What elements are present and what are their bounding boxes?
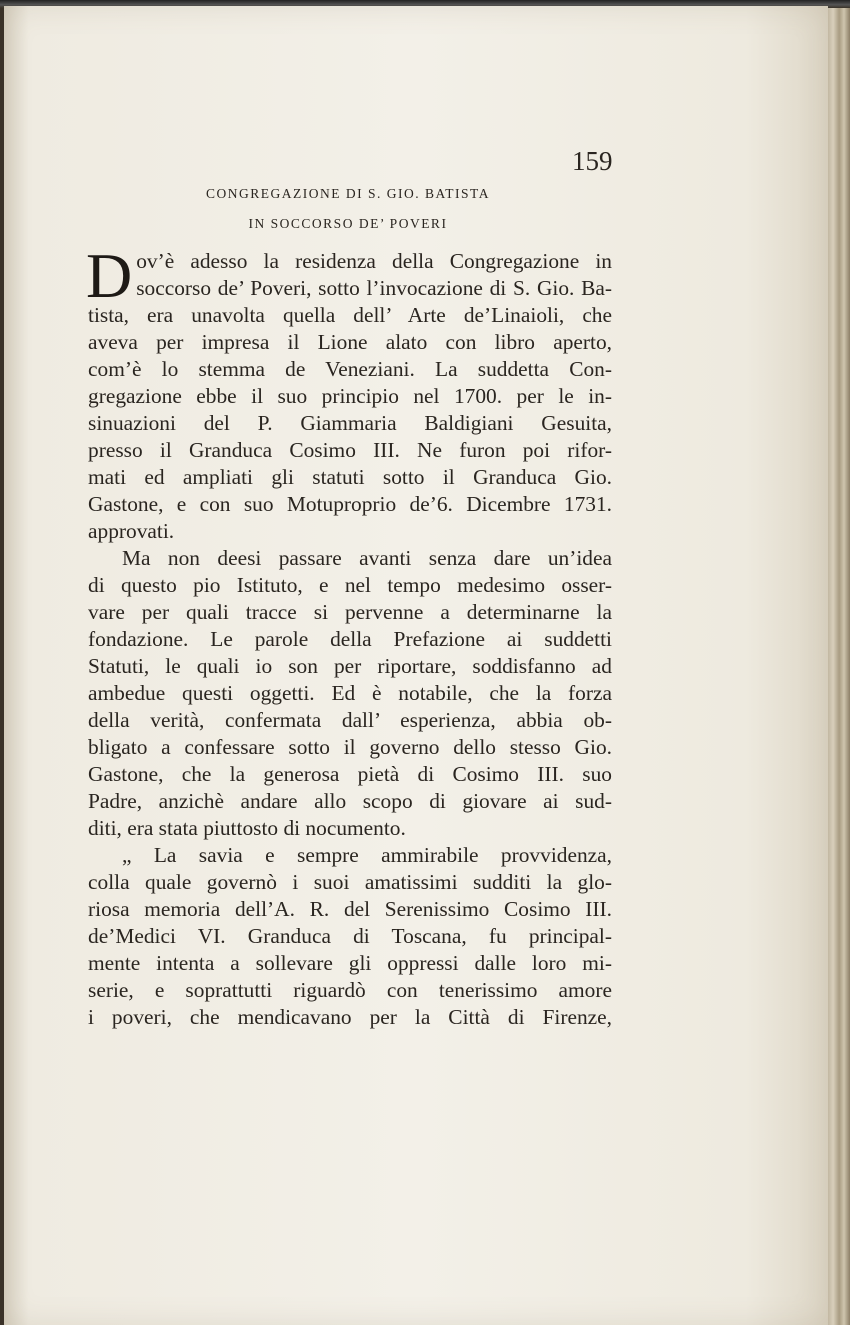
text-line: ambedue questi oggetti. Ed è notabile, che la forza <box>88 681 612 705</box>
text-line: sinuazioni del P. Giammaria Baldigiani Gesuita, <box>88 411 612 435</box>
text-line: di questo pio Istituto, e nel tempo medesimo osser- <box>88 573 612 597</box>
paragraph-1 <box>86 240 612 545</box>
text-line: Padre, anzichè andare allo scopo di giovare ai sud- <box>88 789 612 813</box>
drop-cap: D <box>86 240 133 311</box>
text-line: diti, era stata piuttosto di nocumento. <box>88 816 406 840</box>
text-line: Statuti, le quali io son per riportare, soddisfanno ad <box>88 654 612 678</box>
paragraph-2 <box>88 545 612 842</box>
text-line: presso il Granduca Cosimo III. Ne furon poi rifor- <box>88 438 612 462</box>
text-line: della verità, confermata dall’ esperienza, abbia ob- <box>88 708 612 732</box>
text-line: approvati. <box>88 519 175 543</box>
text-line: bligato a confessare sotto il governo dello stesso Gio. <box>88 735 612 759</box>
page-number: 159 <box>572 146 613 176</box>
text-line: com’è lo stemma de Veneziani. La suddetta Con- <box>88 357 612 381</box>
text-line: soccorso de’ Poveri, sotto l’invocazione di S. Gio. Ba- <box>136 276 612 300</box>
text-line: riosa memoria dell’A. R. del Serenissimo Cosimo III. <box>88 897 612 921</box>
chapter-heading-line-1: CONGREGAZIONE DI S. GIO. BATISTA <box>206 186 490 201</box>
text-line: „ La savia e sempre ammirabile provvidenza, <box>122 843 612 867</box>
text-line: gregazione ebbe il suo principio nel 1700. per le in- <box>88 384 612 408</box>
text-line: Gastone, e con suo Motuproprio de’6. Dicembre 1731. <box>88 492 612 516</box>
text-line: mente intenta a sollevare gli oppressi dalle loro mi- <box>88 951 612 975</box>
text-line: colla quale governò i suoi amatissimi sudditi la glo- <box>88 870 612 894</box>
text-line: mati ed ampliati gli statuti sotto il Granduca Gio. <box>88 465 612 489</box>
page-edge-stack <box>826 8 850 1325</box>
paragraph-3 <box>88 842 612 1031</box>
text-line: serie, e soprattutti riguardò con tenerissimo amore <box>88 978 612 1002</box>
text-line: vare per quali tracce si pervenne a determinarne la <box>88 600 612 624</box>
text-line: fondazione. Le parole della Prefazione ai suddetti <box>88 627 612 651</box>
text-line: i poveri, che mendicavano per la Città di Firenze, <box>88 1005 612 1029</box>
text-line: de’Medici VI. Granduca di Toscana, fu principal- <box>88 924 612 948</box>
text-line: tista, era unavolta quella dell’ Arte de’Linaioli, che <box>88 303 612 327</box>
text-line: Gastone, che la generosa pietà di Cosimo III. suo <box>88 762 612 786</box>
text-line: Ma non deesi passare avanti senza dare un’idea <box>122 546 612 570</box>
body-text <box>86 240 612 1031</box>
text-line: ov’è adesso la residenza della Congregazione in <box>136 249 612 273</box>
text-line: aveva per impresa il Lione alato con libro aperto, <box>88 330 612 354</box>
chapter-heading-line-2: IN SOCCORSO DE’ POVERI <box>248 216 448 231</box>
